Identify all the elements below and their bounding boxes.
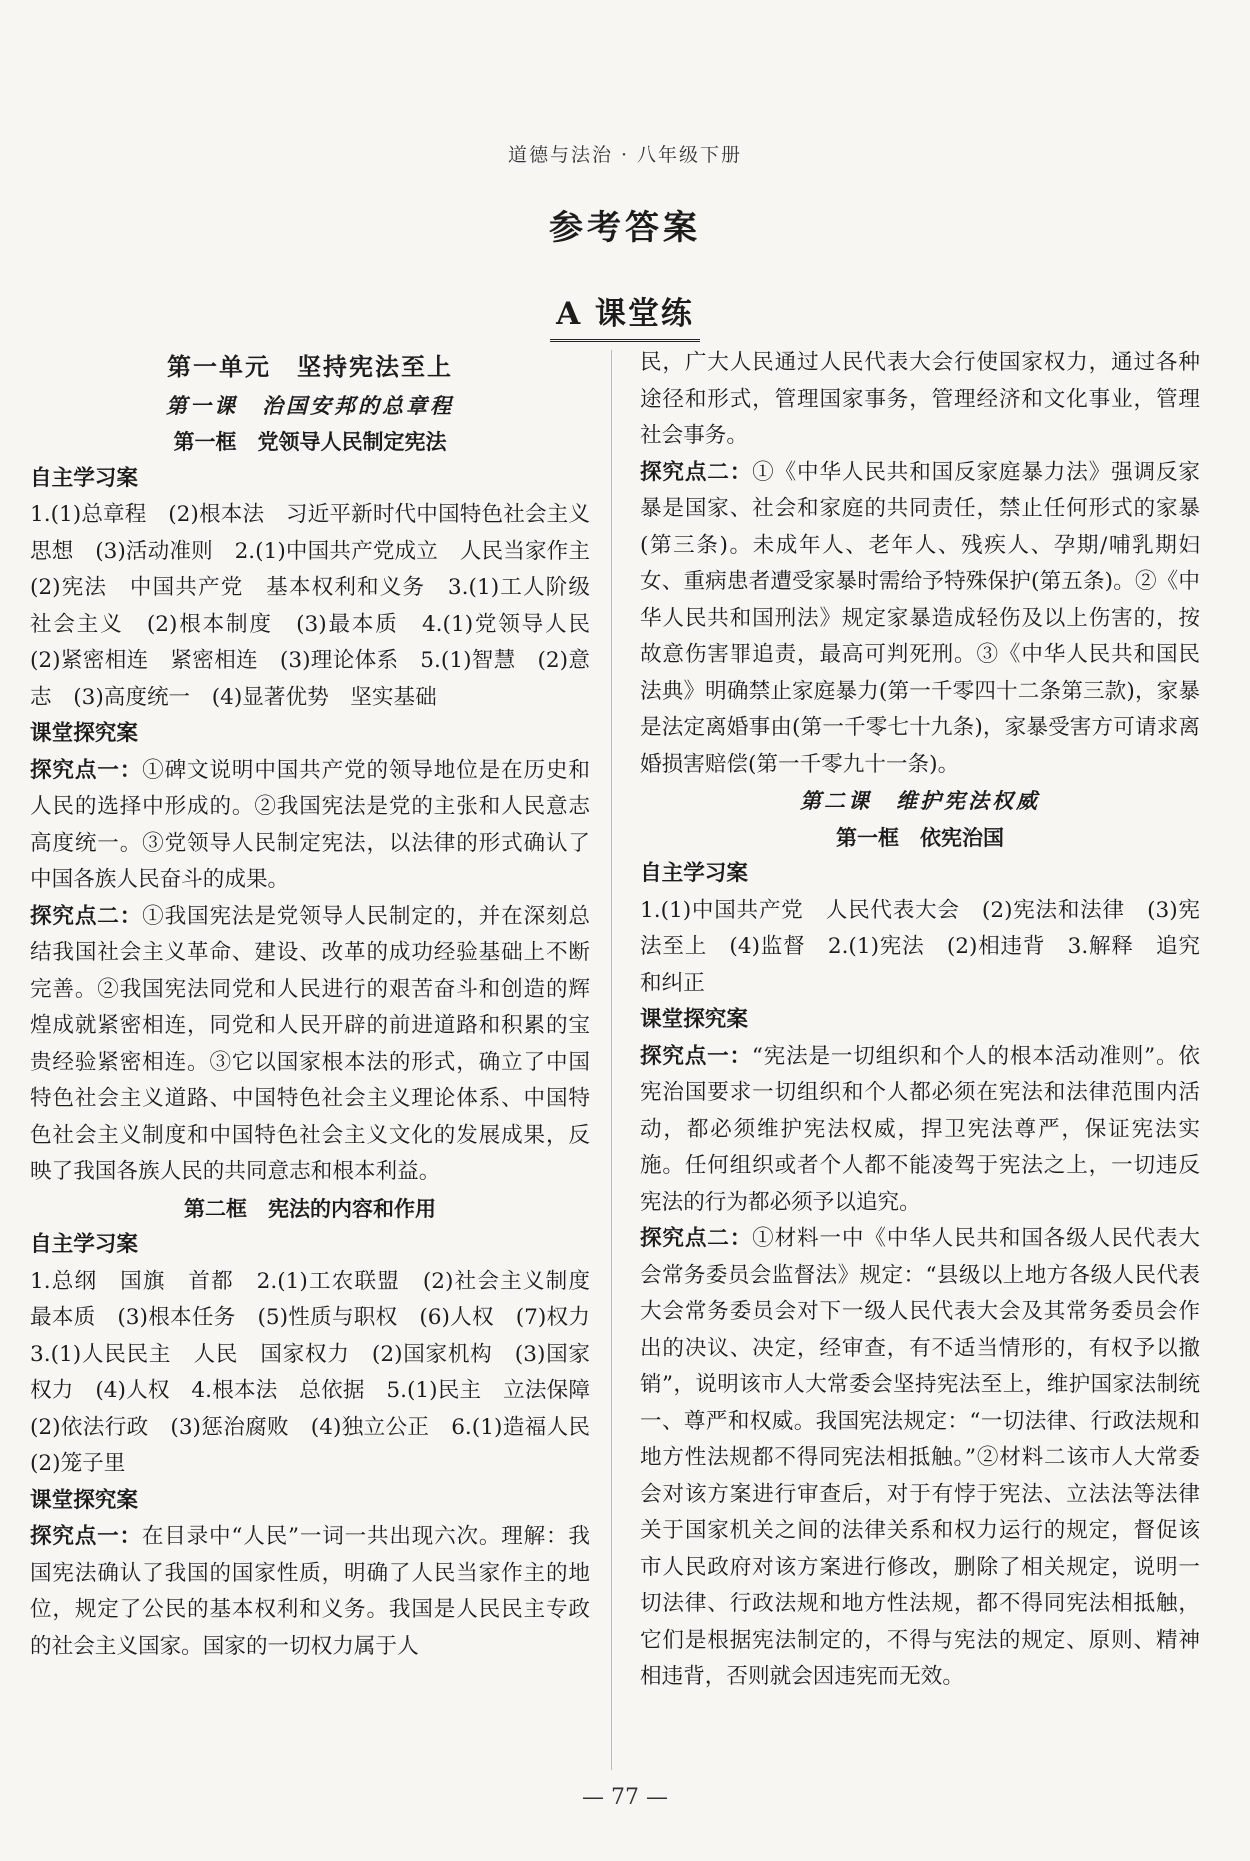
section-title-wrap [0,288,1250,342]
inquiry-paragraph [30,899,590,1191]
inquiry-label: 探究点二： [30,903,143,929]
inquiry-text: ①《中华人民共和国反家庭暴力法》强调反家暴是国家、社会和家庭的共同责任，禁止任何形式的家暴(第三条)。未成年人、老年人、残疾人、孕期/哺乳期妇女、重病患者遭受家暴时需给予特殊保护(第五条)。②《中华人民共和国刑法》规定家暴造成轻伤及以上伤害的，按故意伤害罪追责，最高可判死刑。③《中华人民共和国民法典》明确禁止家庭暴力(第一千零四十二条第三款)，家暴是法定离婚事由(第一千零七十九条)，家暴受害方可请求离婚损害赔偿(第一千零九十一条)。 [640,459,1200,777]
inquiry-text: ①碑文说明中国共产党的领导地位是在历史和人民的选择中形成的。②我国宪法是党的主张和人民意志高度统一。③党领导人民制定宪法，以法律的形式确认了中国各族人民奋斗的成果。 [30,757,590,892]
inquiry-text: ①我国宪法是党领导人民制定的，并在深刻总结我国社会主义革命、建设、改革的成功经验基础上不断完善。②我国宪法同党和人民进行的艰苦奋斗和创造的辉煌成就紧密相连，同党和人民开辟的前进道路和积累的宝贵经验紧密相连。③它以国家根本法的形式，确立了中国特色社会主义道路、中国特色社会主义理论体系、中国特色社会主义制度和中国特色社会主义文化的发展成果，反映了我国各族人民的共同意志和根本利益。 [30,903,590,1184]
inquiry-paragraph [30,753,590,899]
unit-title: 第一单元 坚持宪法至上 [167,352,453,381]
inquiry-label: 探究点一： [640,1043,752,1069]
subhead-self-study: 自主学习案 [30,1232,138,1257]
subhead-class-inquiry: 课堂探究案 [640,1007,748,1032]
lesson-title: 第一课 治国安邦的总章程 [166,392,454,418]
subhead-class-inquiry: 课堂探究案 [30,1487,138,1513]
right-column [640,345,1200,1696]
frame-title: 第一框 党领导人民制定宪法 [173,429,447,454]
running-header: 道德与法治 · 八年级下册 [507,144,743,166]
subhead-class-inquiry: 课堂探究案 [30,721,138,746]
inquiry-label: 探究点二： [640,459,753,485]
inquiry-text: ①材料一中《中华人民共和国各级人民代表大会常务委员会监督法》规定：“县级以上地方各级人民代表大会常务委员会对下一级人民代表大会及其常务委员会作出的决议、决定，经审查，有不适当情形的，有权予以撤销”，说明该市人大常委会坚持宪法至上，维护国家法制统一、尊严和权威。我国宪法规定：“一切法律、行政法规和地方性法规都不得同宪法相抵触。”②材料二该市人大常委会对该方案进行审查后，对于有悖于宪法、立法法等法律关于国家机关之间的法律关系和权力运行的规定，督促该市人民政府对该方案进行修改，删除了相关规定，说明一切法律、行政法规和地方性法规，都不得同宪法相抵触，它们是根据宪法制定的，不得与宪法的规定、原则、精神相违背，否则就会因违宪而无效。 [640,1226,1200,1689]
answer-paragraph: 1.(1)总章程 (2)根本法 习近平新时代中国特色社会主义思想 (3)活动准则 2.(1)中国共产党成立 人民当家作主 (2)宪法 中国共产党 基本权利和义务 3.(1)工人阶级 社会主义 (2)根本制度 (3)最本质 4.(1)党领导人民 (2)紧密相连 紧密相连 (3)理论体系 5.(1)智慧 (2)意志 (3)高度统一 (4)显著优势 坚实基础 [30,502,612,710]
inquiry-paragraph [640,1039,1200,1222]
subhead-self-study: 自主学习案 [30,465,138,491]
lesson-title: 第二课 维护宪法权威 [800,788,1040,813]
inquiry-text: 在目录中“人民”一词一共出现六次。理解：我国宪法确认了我国的国家性质，明确了人民当家作主的地位，规定了公民的基本权利和义务。我国是人民民主专政的社会主义国家。国家的一切权力属于人 [30,1524,590,1659]
inquiry-paragraph [640,1221,1200,1696]
inquiry-paragraph [30,1519,590,1665]
frame-title: 第一框 依宪治国 [836,824,1004,850]
inquiry-text: “宪法是一切组织和个人的根本活动准则”。依宪治国要求一切组织和个人都必须在宪法和法律范围内活动，都必须维护宪法权威，捍卫宪法尊严，保证宪法实施。任何组织或者个人都不能凌驾于宪法之上，一切违反宪法的行为都必须予以追究。 [640,1043,1200,1215]
subhead-self-study: 自主学习案 [640,861,748,886]
inquiry-paragraph [640,455,1200,784]
answer-paragraph: 1.总纲 国旗 首都 2.(1)工农联盟 (2)社会主义制度 最本质 (3)根本任务 (5)性质与职权 (6)人权 (7)权力 3.(1)人民民主 人民 国家权力 (2)国家机构 (3)国家权力 (4)人权 4.根本法 总依据 5.(1)民主 立法保障 (2)依法行政 (3)惩治腐败 (4)独立公正 6.(1)造福人民 (2)笼子里 [30,1268,612,1476]
continued-paragraph: 民，广大人民通过人民代表大会行使国家权力，通过各种途径和形式，管理国家事务，管理经济和文化事业，管理社会事务。 [640,350,1200,448]
page-number: — 77 — [582,1785,668,1810]
answer-paragraph: 1.(1)中国共产党 人民代表大会 (2)宪法和法律 (3)宪法至上 (4)监督 2.(1)宪法 (2)相违背 3.解释 追究和纠正 [640,897,1200,996]
section-title: A 课堂练 [550,288,700,342]
page-title: 参考答案 [549,208,701,248]
inquiry-label: 探究点一： [30,1524,142,1549]
inquiry-label: 探究点一： [30,757,143,783]
left-column [30,345,612,1665]
frame-title: 第二框 宪法的内容和作用 [184,1195,436,1221]
inquiry-label: 探究点二： [640,1226,753,1251]
